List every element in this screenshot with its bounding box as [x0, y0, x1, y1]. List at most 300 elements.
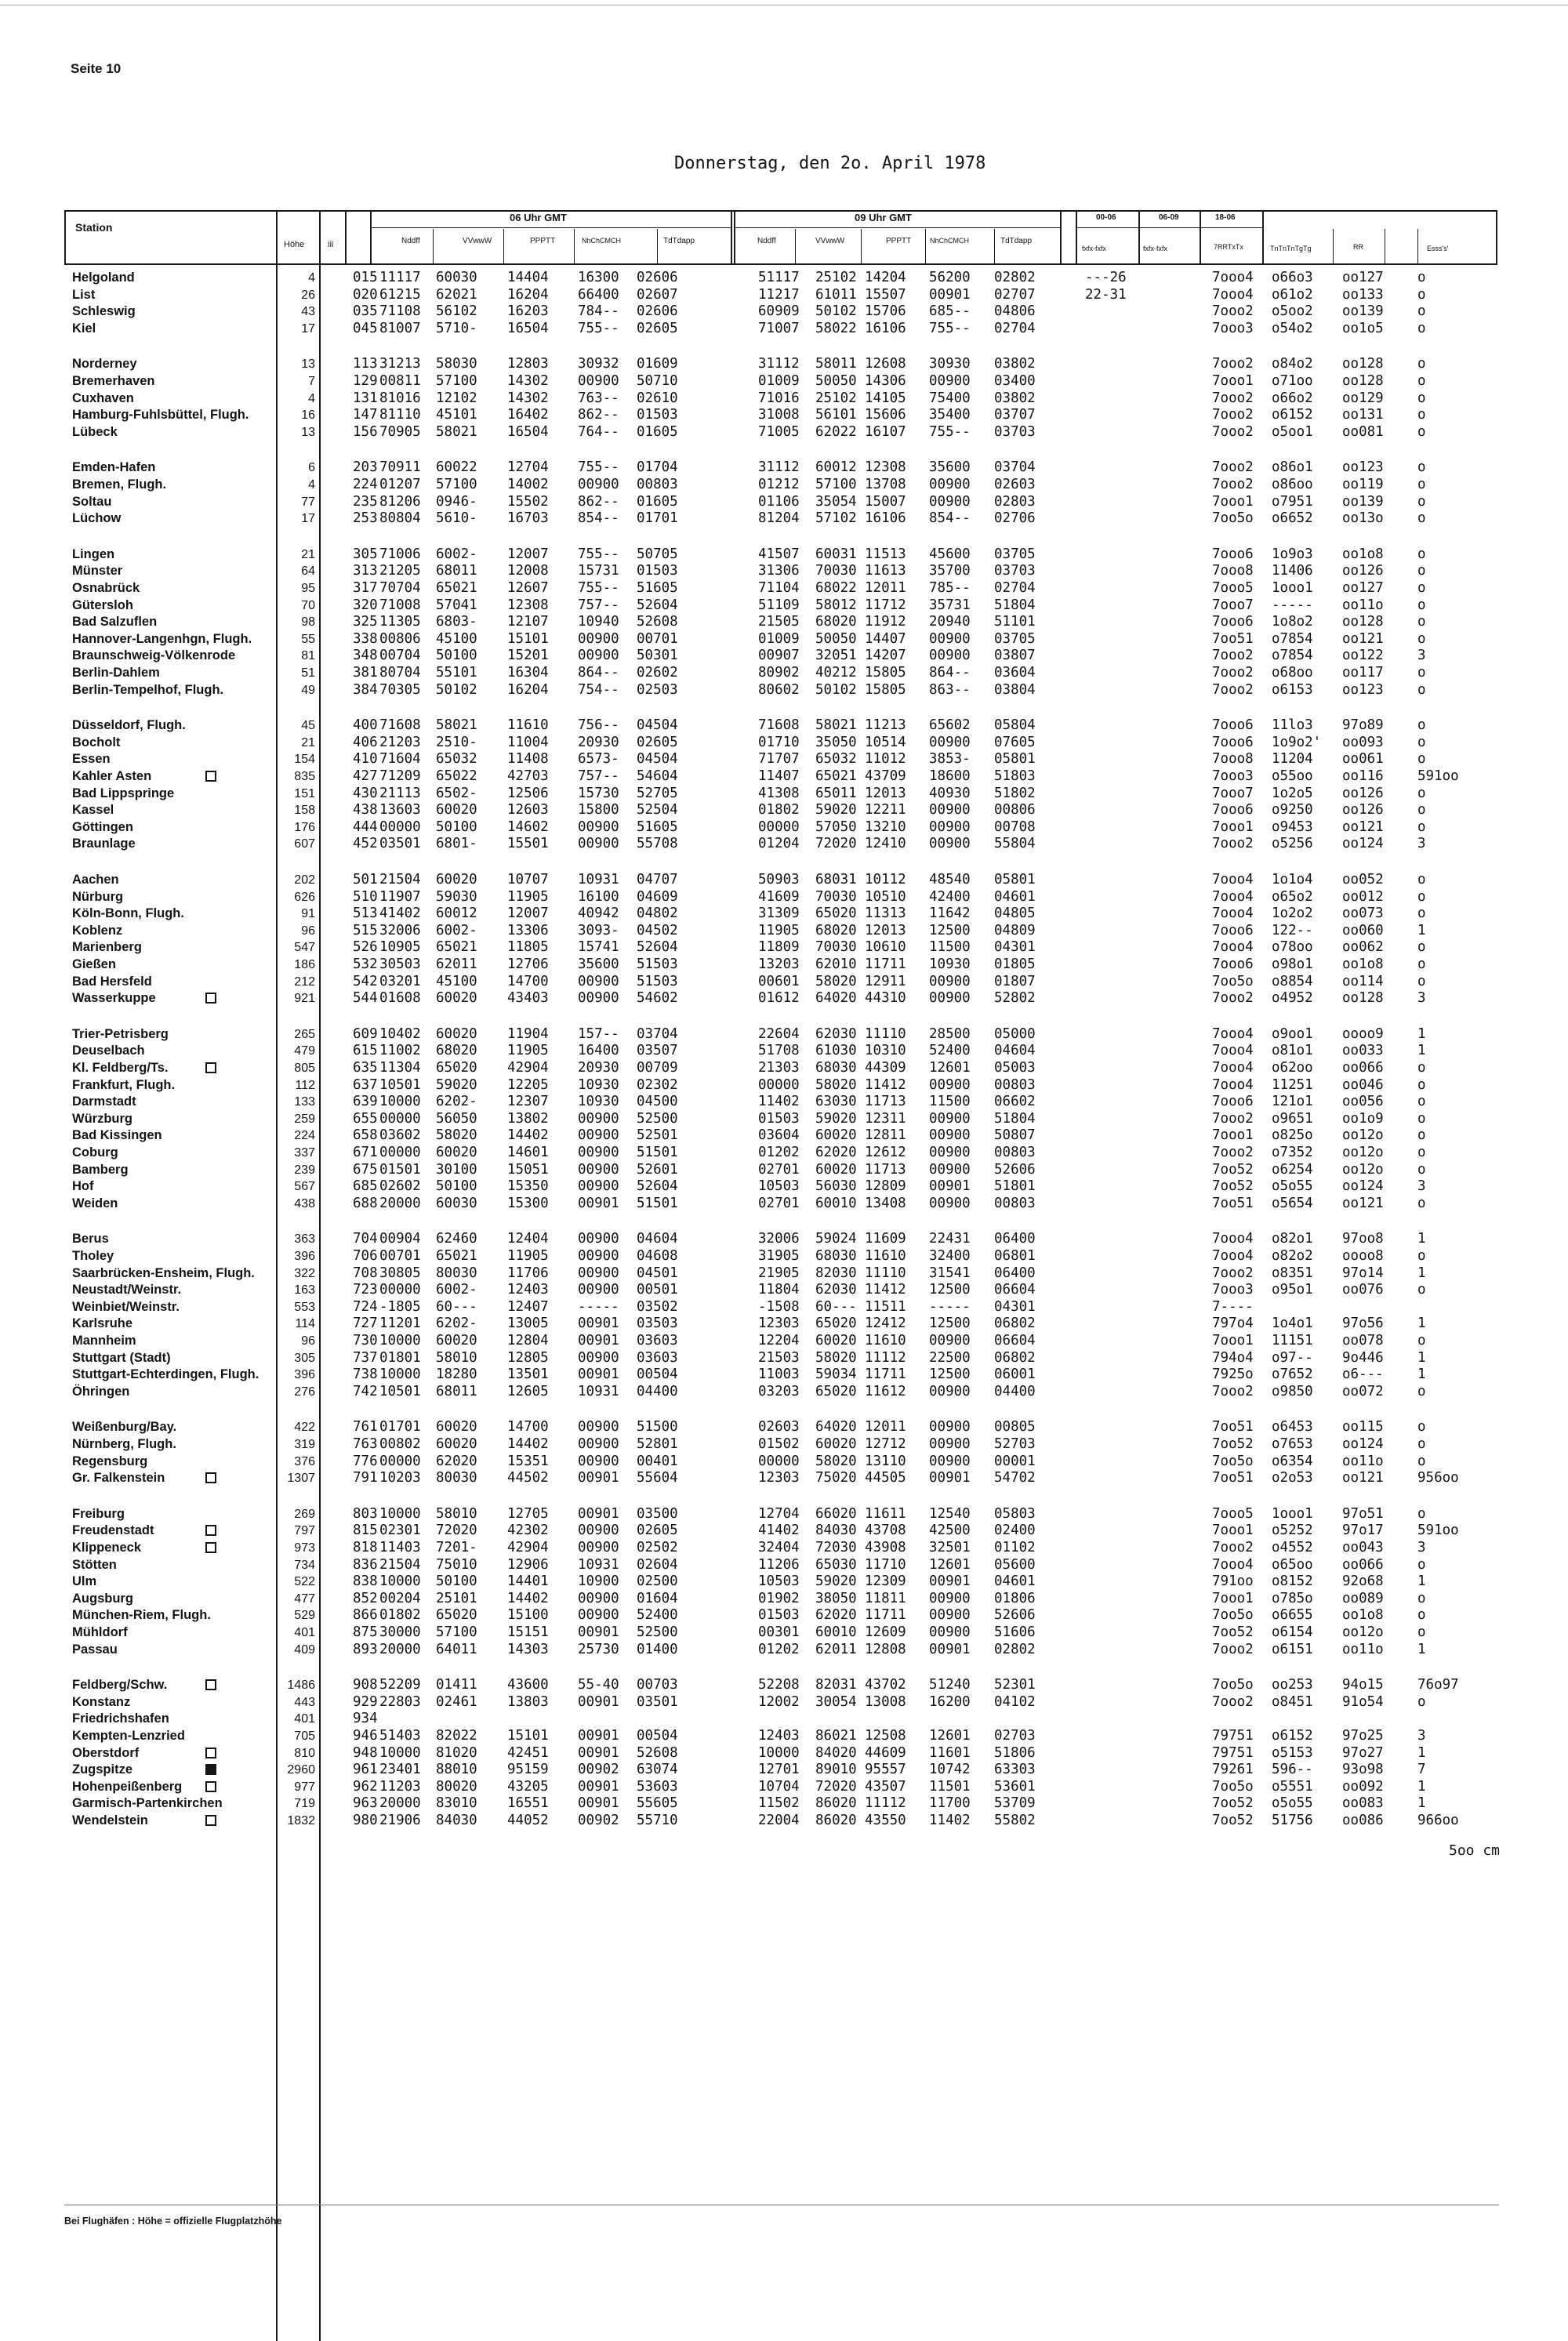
mountain-station-box-icon [205, 771, 216, 782]
cell-col-11: 06400 [994, 1265, 1036, 1281]
cell-col-8: 68020 [815, 922, 857, 938]
station-height: 70 [301, 598, 315, 612]
cell-col-10: 00901 [929, 1178, 971, 1195]
cell-col-9: 12809 [865, 1178, 906, 1195]
cell-col-9: 15805 [865, 681, 906, 698]
cell-col-9: 15805 [865, 665, 906, 681]
cell-col-14: 7oo5o [1212, 510, 1254, 527]
cell-col-3: 88010 [436, 1762, 477, 1778]
cell-col-11: 52703 [994, 1436, 1036, 1452]
cell-col-17: o [1417, 717, 1426, 734]
cell-col-2: 00806 [379, 630, 421, 647]
cell-col-9: 12308 [865, 459, 906, 476]
table-row [0, 751, 1497, 768]
cell-col-15: o5153 [1272, 1744, 1313, 1761]
cell-col-8: 60012 [815, 459, 857, 476]
cell-col-3: 45100 [436, 630, 477, 647]
table-row [0, 1454, 1497, 1470]
header-06-col4: NhChCMCH [582, 237, 622, 245]
cell-col-14: 7oo5o [1212, 1677, 1254, 1693]
cell-col-9: 12811 [865, 1127, 906, 1144]
station-name [72, 1573, 96, 1590]
cell-col-17: o [1417, 1693, 1426, 1710]
cell-col-15: o54o2 [1272, 320, 1313, 336]
cell-col-17: o [1417, 1419, 1426, 1435]
cell-col-15: o4952 [1272, 990, 1313, 1007]
cell-col-14: 7ooo4 [1212, 286, 1254, 303]
cell-col-4: 15300 [507, 1195, 549, 1211]
cell-col-15: o81o1 [1272, 1043, 1313, 1059]
cell-col-15: o7854 [1272, 648, 1313, 664]
cell-col-17: o [1417, 546, 1426, 562]
cell-col-2: 01801 [379, 1349, 421, 1366]
station-height: 49 [301, 683, 315, 697]
cell-col-14: 7ooo1 [1212, 818, 1254, 835]
cell-col-9: 11711 [865, 1366, 906, 1383]
cell-col-11: 02803 [994, 493, 1036, 510]
cell-col-12: ---26 [1085, 270, 1127, 285]
cell-col-1: 253 [353, 510, 378, 527]
table-row [0, 546, 1497, 563]
cell-col-1: 763 [353, 1436, 378, 1452]
cell-col-9: 43908 [865, 1540, 906, 1555]
cell-col-4: 14602 [507, 818, 549, 835]
cell-col-7: 31905 [758, 1248, 800, 1264]
cell-col-5: 00900 [578, 836, 619, 852]
cell-col-4: 14601 [507, 1145, 549, 1160]
cell-col-1: 929 [353, 1693, 378, 1710]
cell-col-16: 91o54 [1342, 1693, 1384, 1710]
cell-col-1: 015 [353, 270, 378, 285]
cell-col-17: o [1417, 320, 1426, 336]
cell-col-5: 00900 [578, 1540, 619, 1555]
mountain-station-filled-box-icon [205, 1764, 216, 1775]
cell-col-11: 53601 [994, 1778, 1036, 1795]
cell-col-10: 00900 [929, 648, 971, 664]
station-height: 133 [294, 1095, 315, 1109]
station-name-text: Wasserkuppe [72, 991, 156, 1006]
table-row [0, 1094, 1497, 1110]
cell-col-8: 62010 [815, 956, 857, 972]
station-height: 265 [294, 1027, 315, 1041]
cell-col-3: 50100 [436, 1178, 477, 1195]
cell-col-4: 42451 [507, 1744, 549, 1761]
cell-col-3: 6002- [436, 922, 477, 938]
table-row [0, 373, 1497, 390]
page-date: Donnerstag, den 2o. April 1978 [674, 154, 986, 173]
station-height: 276 [294, 1385, 315, 1399]
cell-col-17: o [1417, 956, 1426, 972]
cell-col-17: o [1417, 630, 1426, 647]
cell-col-5: 00900 [578, 818, 619, 835]
cell-col-17: 966oo [1417, 1813, 1459, 1828]
station-name [72, 1795, 223, 1812]
table-row [0, 356, 1497, 372]
cell-col-6: 04608 [637, 1248, 678, 1264]
cell-col-10: 00900 [929, 1624, 971, 1640]
station-name [72, 990, 156, 1007]
table-row [0, 889, 1497, 906]
cell-col-10: 51240 [929, 1677, 971, 1693]
cell-col-14: 7ooo2 [1212, 1693, 1254, 1710]
cell-col-11: 04806 [994, 303, 1036, 320]
cell-col-3: 50100 [436, 1573, 477, 1590]
cell-col-4: 12308 [507, 597, 549, 613]
station-name [72, 1728, 185, 1744]
cell-col-14: 7ooo6 [1212, 546, 1254, 562]
cell-col-9: 12911 [865, 973, 906, 989]
cell-col-16: oo1o8 [1342, 546, 1384, 562]
cell-col-14: 7ooo4 [1212, 270, 1254, 285]
cell-col-14: 7ooo1 [1212, 1523, 1254, 1539]
cell-col-11: 03703 [994, 423, 1036, 440]
station-name [72, 1470, 165, 1486]
cell-col-2: 70305 [379, 681, 421, 698]
station-name [72, 1523, 154, 1539]
cell-col-17: o [1417, 407, 1426, 423]
cell-col-7: 32006 [758, 1231, 800, 1247]
station-name-text: Würzburg [72, 1111, 132, 1126]
station-name [72, 1436, 176, 1453]
cell-col-15: 121o1 [1272, 1094, 1313, 1110]
cell-col-9: 11613 [865, 563, 906, 579]
station-height: 734 [294, 1558, 315, 1572]
cell-col-2: 30000 [379, 1624, 421, 1640]
cell-col-5: 10940 [578, 614, 619, 630]
station-name-text: Tholey [72, 1249, 114, 1263]
cell-col-9: 15007 [865, 493, 906, 510]
station-name [72, 614, 157, 630]
cell-col-1: 818 [353, 1540, 378, 1555]
cell-col-1: 384 [353, 681, 378, 698]
cell-col-10: 00900 [929, 818, 971, 835]
cell-col-4: 44502 [507, 1470, 549, 1486]
cell-col-7: 11502 [758, 1795, 800, 1812]
cell-col-11: 04400 [994, 1383, 1036, 1399]
cell-col-8: 25102 [815, 390, 857, 406]
station-name-text: Münster [72, 564, 123, 579]
cell-col-9: 12712 [865, 1436, 906, 1452]
cell-col-6: 55710 [637, 1813, 678, 1828]
cell-col-3: 82022 [436, 1728, 477, 1744]
cell-col-6: 02500 [637, 1573, 678, 1590]
header-09-col5: TdTdapp [1000, 237, 1033, 245]
cell-col-3: 62020 [436, 1453, 477, 1469]
cell-col-10: 685-- [929, 303, 971, 320]
cell-col-15: o86o1 [1272, 459, 1313, 476]
cell-col-14: 7ooo2 [1212, 681, 1254, 698]
mountain-station-box-icon [205, 1472, 216, 1483]
cell-col-1: 852 [353, 1590, 378, 1606]
cell-col-8: 58021 [815, 717, 857, 734]
header-right-col3: 7RRTxTx [1214, 243, 1243, 251]
cell-col-7: 12303 [758, 1316, 800, 1332]
station-name-text: Bamberg [72, 1162, 129, 1177]
cell-col-3: 58021 [436, 423, 477, 440]
cell-col-14: 7ooo2 [1212, 1383, 1254, 1399]
cell-col-3: 55101 [436, 665, 477, 681]
cell-col-1: 156 [353, 423, 378, 440]
cell-col-9: 12508 [865, 1728, 906, 1744]
cell-col-6: 03507 [637, 1043, 678, 1059]
cell-col-1: 655 [353, 1110, 378, 1127]
station-height: 443 [294, 1695, 315, 1709]
cell-col-8: 60010 [815, 1624, 857, 1640]
header-09-col1: Nddff [757, 237, 776, 245]
cell-col-14: 7ooo2 [1212, 459, 1254, 476]
cell-col-6: 02610 [637, 390, 678, 406]
cell-col-2: 10905 [379, 939, 421, 956]
cell-col-10: 00900 [929, 1436, 971, 1452]
cell-col-14: 7ooo6 [1212, 734, 1254, 750]
cell-col-16: oo139 [1342, 303, 1384, 320]
cell-col-8: 62022 [815, 423, 857, 440]
cell-col-6: 52500 [637, 1624, 678, 1640]
cell-col-15: o78oo [1272, 939, 1313, 956]
cell-col-15: o6151 [1272, 1641, 1313, 1657]
station-height: 1307 [287, 1472, 315, 1486]
table-row [0, 1624, 1497, 1641]
cell-col-11: 55804 [994, 836, 1036, 852]
cell-col-9: 12311 [865, 1110, 906, 1127]
cell-col-2: 03201 [379, 973, 421, 989]
cell-col-17: o [1417, 286, 1426, 303]
cell-col-16: oo12o [1342, 1624, 1384, 1640]
cell-col-10: 12500 [929, 922, 971, 938]
cell-col-10: 48540 [929, 872, 971, 887]
cell-col-1: 410 [353, 751, 378, 768]
station-name [72, 923, 122, 939]
station-name-text: Bremen, Flugh. [72, 477, 167, 492]
cell-col-6: 03503 [637, 1316, 678, 1332]
table-row [0, 1366, 1497, 1383]
cell-col-10: 00900 [929, 802, 971, 818]
cell-col-9: 14204 [865, 270, 906, 285]
header-rule [1417, 229, 1418, 263]
cell-col-5: 15800 [578, 802, 619, 818]
station-height: 305 [294, 1351, 315, 1365]
cell-col-4: 16304 [507, 665, 549, 681]
footnote: Bei Flughäfen : Höhe = offizielle Flugplatzhöhe [64, 2216, 282, 2227]
cell-col-2: 01501 [379, 1161, 421, 1178]
station-height: 45 [301, 719, 315, 733]
cell-col-15: o5oo1 [1272, 423, 1313, 440]
cell-col-3: 65021 [436, 580, 477, 596]
cell-col-16: oo117 [1342, 665, 1384, 681]
cell-col-5: 00900 [578, 1523, 619, 1539]
cell-col-8: 75020 [815, 1470, 857, 1486]
cell-col-6: 02502 [637, 1540, 678, 1555]
cell-col-16: 97o56 [1342, 1316, 1384, 1332]
station-height: 319 [294, 1438, 315, 1451]
cell-col-11: 03705 [994, 546, 1036, 562]
cell-col-1: 685 [353, 1178, 378, 1195]
cell-col-7: 10000 [758, 1744, 800, 1761]
station-name [72, 321, 96, 337]
cell-col-11: 02706 [994, 510, 1036, 527]
station-name [72, 1591, 133, 1607]
cell-col-15: o9850 [1272, 1383, 1313, 1399]
cell-col-8: 50050 [815, 373, 857, 389]
cell-col-3: 62460 [436, 1231, 477, 1247]
cell-col-15: o66o3 [1272, 270, 1313, 285]
cell-col-11: 03802 [994, 390, 1036, 406]
cell-col-7: 00601 [758, 973, 800, 989]
cell-col-11: 06802 [994, 1316, 1036, 1332]
cell-col-7: 31306 [758, 563, 800, 579]
cell-col-11: 04102 [994, 1693, 1036, 1710]
cell-col-14: 7oo52 [1212, 1161, 1254, 1178]
cell-col-14: 7ooo3 [1212, 320, 1254, 336]
cell-col-17: o [1417, 1383, 1426, 1399]
cell-col-8: 86021 [815, 1728, 857, 1744]
header-rule [503, 229, 504, 263]
cell-col-10: 785-- [929, 580, 971, 596]
cell-col-8: 68030 [815, 1060, 857, 1076]
cell-col-6: 04502 [637, 922, 678, 938]
cell-col-5: 10930 [578, 1094, 619, 1110]
cell-col-5: 00900 [578, 630, 619, 647]
station-name [72, 906, 184, 922]
cell-col-9: 11412 [865, 1076, 906, 1093]
cell-col-2: 10000 [379, 1333, 421, 1348]
station-name-text: Hohenpeißenberg [72, 1779, 183, 1794]
station-name [72, 1127, 162, 1144]
table-row [0, 1591, 1497, 1607]
cell-col-11: 51804 [994, 1110, 1036, 1127]
cell-col-10: 864-- [929, 665, 971, 681]
cell-col-8: 86020 [815, 1795, 857, 1812]
cell-col-7: 41308 [758, 785, 800, 801]
header-right-col4: TnTnTnTgTg [1270, 245, 1312, 252]
table-row [0, 321, 1497, 337]
cell-col-2: 11002 [379, 1043, 421, 1059]
cell-col-3: 60012 [436, 906, 477, 922]
cell-col-2: 00000 [379, 1453, 421, 1469]
header-rule [861, 229, 862, 263]
cell-col-11: 52606 [994, 1607, 1036, 1624]
cell-col-15: o6152 [1272, 407, 1313, 423]
cell-col-14: 7ooo7 [1212, 597, 1254, 613]
station-name [72, 1026, 169, 1043]
cell-col-7: 01202 [758, 1145, 800, 1160]
cell-col-1: 035 [353, 303, 378, 320]
station-height: 719 [294, 1797, 315, 1811]
cell-col-9: 10310 [865, 1043, 906, 1059]
cell-col-11: 52301 [994, 1677, 1036, 1693]
cell-col-16: oo043 [1342, 1540, 1384, 1555]
cell-col-8: 65020 [815, 906, 857, 922]
cell-col-7: 12303 [758, 1470, 800, 1486]
cell-col-2: 41402 [379, 906, 421, 922]
station-name [72, 1677, 167, 1693]
cell-col-5: 00901 [578, 1470, 619, 1486]
station-height: 401 [294, 1626, 315, 1639]
cell-col-17: 1 [1417, 1744, 1426, 1761]
cell-col-9: 11611 [865, 1505, 906, 1522]
cell-col-10: 00900 [929, 836, 971, 852]
cell-col-5: 15730 [578, 785, 619, 801]
cell-col-8: 60010 [815, 1195, 857, 1211]
header-rule [1200, 210, 1201, 265]
cell-col-17: o [1417, 681, 1426, 698]
cell-col-7: 02603 [758, 1419, 800, 1435]
cell-col-7: 71707 [758, 751, 800, 768]
cell-col-5: 00900 [578, 990, 619, 1007]
cell-col-7: 31008 [758, 407, 800, 423]
cell-col-1: 320 [353, 597, 378, 613]
cell-col-7: 80902 [758, 665, 800, 681]
cell-col-5: 784-- [578, 303, 619, 320]
station-name [72, 1077, 175, 1094]
cell-col-3: 60020 [436, 1025, 477, 1042]
cell-col-7: -1508 [758, 1298, 800, 1315]
cell-col-14: 7oo5o [1212, 973, 1254, 989]
cell-col-8: 72030 [815, 1540, 857, 1555]
cell-col-11: 63303 [994, 1762, 1036, 1778]
cell-col-6: 02302 [637, 1076, 678, 1093]
cell-col-11: 04601 [994, 1573, 1036, 1590]
cell-col-17: o [1417, 1607, 1426, 1624]
cell-col-16: 97o14 [1342, 1265, 1384, 1281]
cell-col-1: 224 [353, 477, 378, 492]
cell-col-17: 1 [1417, 1573, 1426, 1590]
cell-col-2: 70911 [379, 459, 421, 476]
cell-col-10: 56200 [929, 270, 971, 285]
cell-col-16: oo127 [1342, 270, 1384, 285]
cell-col-5: 00901 [578, 1195, 619, 1211]
table-row [0, 459, 1497, 476]
cell-col-17: o [1417, 1590, 1426, 1606]
cell-col-17: o [1417, 614, 1426, 630]
cell-col-9: 12412 [865, 1316, 906, 1332]
cell-col-6: 50710 [637, 373, 678, 389]
cell-col-8: 61011 [815, 286, 857, 303]
cell-col-15: 1o2o5 [1272, 785, 1313, 801]
cell-col-7: 71104 [758, 580, 800, 596]
header-09-col4: NhChCMCH [930, 237, 970, 245]
cell-col-10: 00900 [929, 1607, 971, 1624]
cell-col-3: 65020 [436, 1607, 477, 1624]
cell-col-14: 7ooo2 [1212, 423, 1254, 440]
cell-col-2: 00000 [379, 1282, 421, 1298]
cell-col-1: 129 [353, 373, 378, 389]
cell-col-9: 12013 [865, 785, 906, 801]
header-group-06: 06 Uhr GMT [510, 212, 567, 223]
station-height: 17 [301, 512, 315, 526]
cell-col-8: 65020 [815, 1383, 857, 1399]
station-height: 810 [294, 1746, 315, 1760]
cell-col-1: 515 [353, 922, 378, 938]
station-name [72, 1711, 169, 1727]
station-name [72, 1162, 129, 1178]
cell-col-5: 30932 [578, 356, 619, 372]
mountain-station-box-icon [205, 1748, 216, 1758]
cell-col-16: oooo8 [1342, 1248, 1384, 1264]
cell-col-16: oo121 [1342, 1470, 1384, 1486]
cell-col-11: 06801 [994, 1248, 1036, 1264]
cell-col-4: 10707 [507, 872, 549, 887]
mountain-station-box-icon [205, 1062, 216, 1073]
cell-col-8: 68031 [815, 872, 857, 887]
cell-col-7: 01802 [758, 802, 800, 818]
cell-col-10: 00900 [929, 1161, 971, 1178]
table-row [0, 1043, 1497, 1059]
cell-col-7: 01502 [758, 1436, 800, 1452]
table-row [0, 303, 1497, 320]
cell-col-3: 59020 [436, 1076, 477, 1093]
header-rule [1262, 210, 1264, 265]
